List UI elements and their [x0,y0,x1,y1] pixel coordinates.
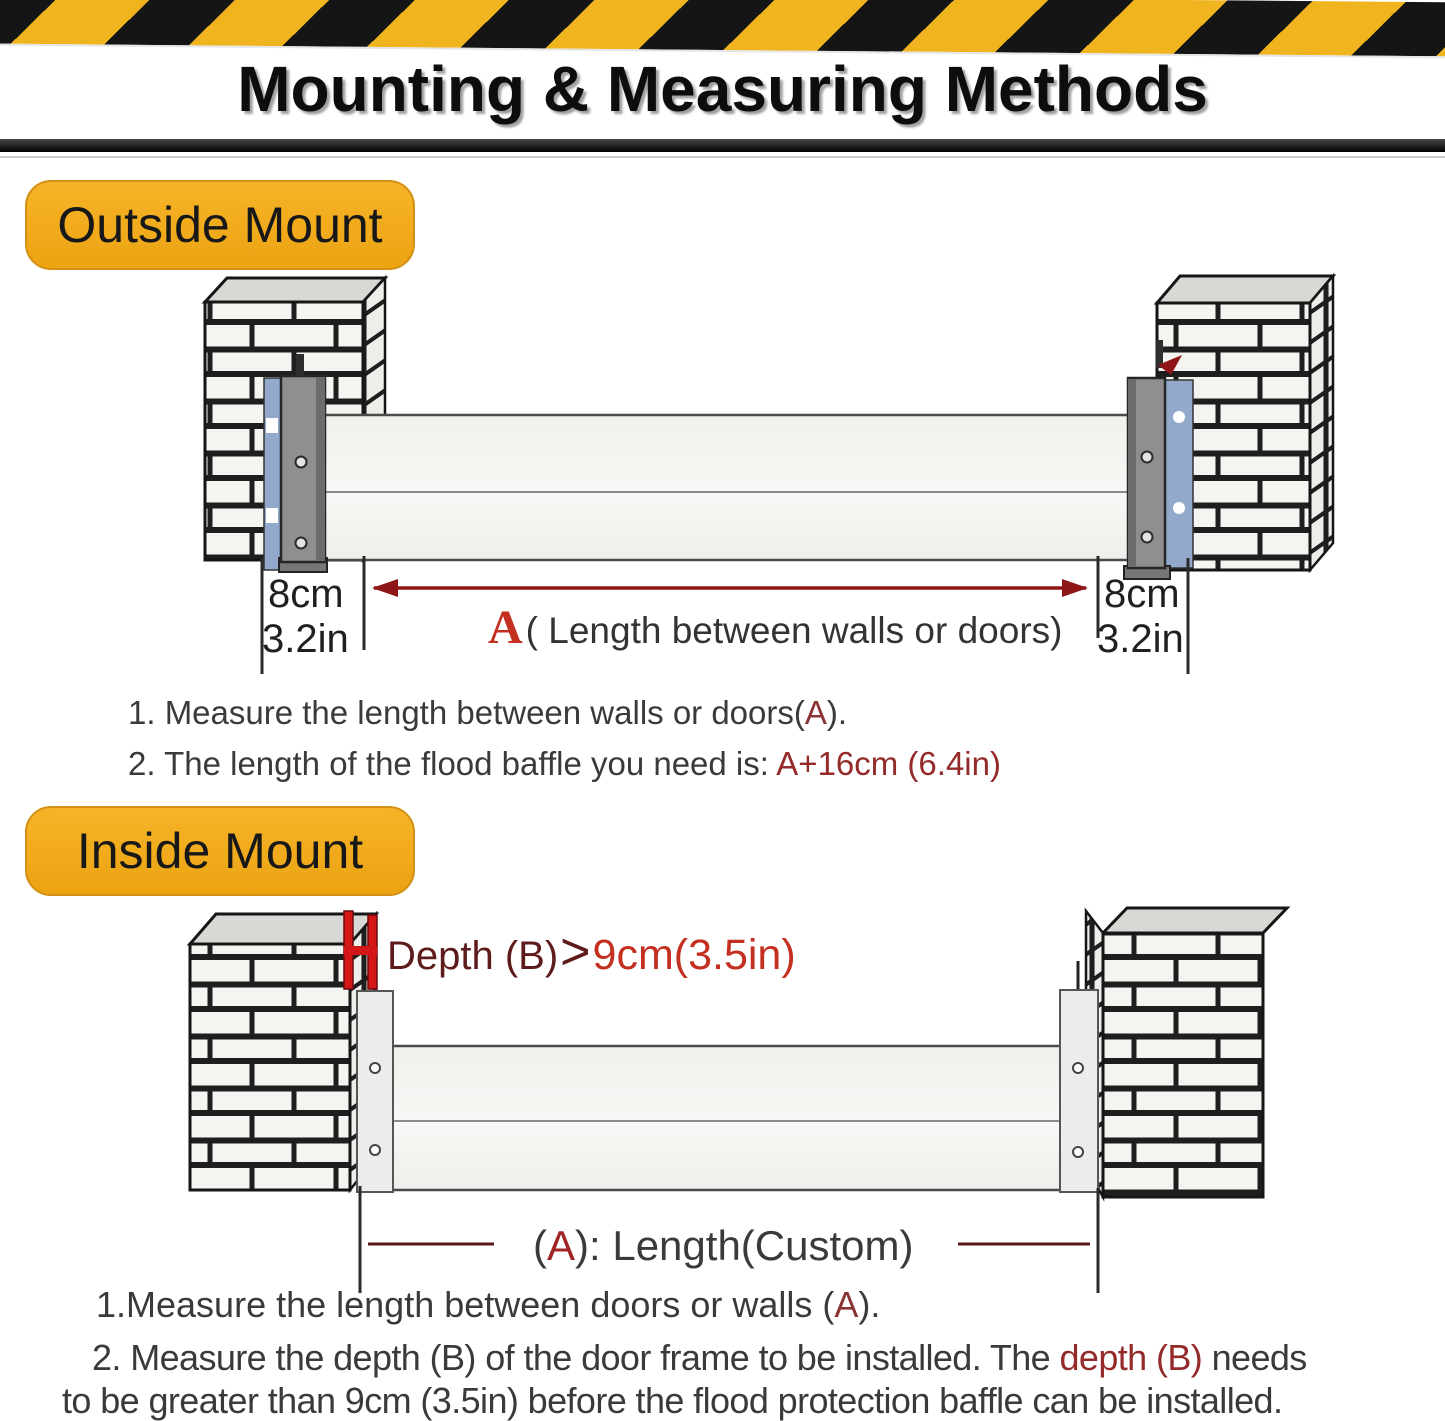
outside-left-offset-in: 3.2in [262,617,349,661]
page-title: Mounting & Measuring Methods [237,53,1208,125]
outside-right-offset-cm: 8cm [1104,572,1180,616]
left-mounting-bracket [357,971,393,1192]
flood-barrier-panels [323,415,1133,560]
inside-step-2-line-1: 2. Measure the depth (B) of the door frame to be installed. The depth (B) needs [92,1337,1307,1378]
length-measurement-label: (A): Length(Custom) [533,1222,914,1269]
flood-barrier-panels [391,1046,1075,1190]
depth-value: 9cm(3.5in) [592,931,796,979]
span-label-text: ( Length between walls or doors) [525,610,1063,651]
depth-label-text: Depth (B) [387,934,559,978]
outside-step-2: 2. The length of the flood baffle you need is: A+16cm (6.4in) [128,745,1001,782]
left-mounting-bracket [264,354,327,572]
greater-than-symbol: > [560,923,591,981]
outside-right-offset-in: 3.2in [1097,617,1184,661]
right-brick-pillar [1086,908,1287,1197]
right-mounting-bracket [1060,961,1098,1192]
outside-span-label [488,600,1062,655]
inside-step-1: 1.Measure the length between doors or walls (A). [96,1284,881,1325]
inside-mount-badge: Inside Mount [25,806,415,896]
outside-mount-badge: Outside Mount [25,180,415,270]
span-variable-a: A [488,601,523,654]
length-variable-a: A [547,1222,576,1269]
inside-step-2-line-2: to be greater than 9cm (3.5in) before the flood protection baffle can be installed. [62,1380,1283,1421]
outside-step-1: 1. Measure the length between walls or doors(A). [128,694,848,731]
title-divider-shadow [0,156,1445,158]
outside-left-offset-cm: 8cm [268,572,344,616]
caution-tape-stripes [0,0,1445,59]
depth-measurement-label [387,922,796,982]
title-divider [0,139,1445,152]
